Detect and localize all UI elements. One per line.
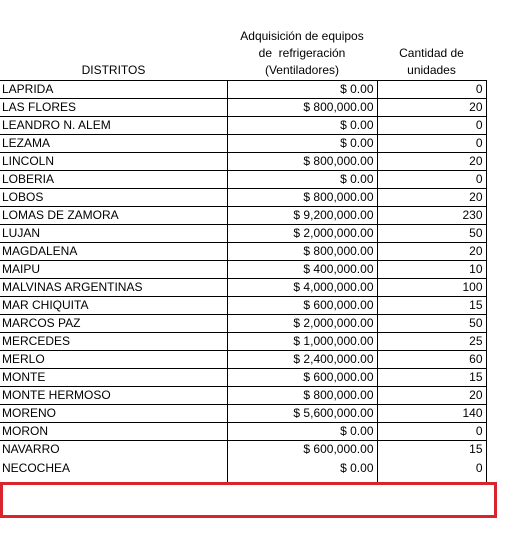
- table-row: [0, 135, 486, 153]
- units-cell[interactable]: 0: [377, 423, 486, 441]
- amount-cell[interactable]: $ 0.00: [227, 135, 377, 153]
- units-cell[interactable]: 10: [377, 261, 486, 279]
- district-cell[interactable]: MALVINAS ARGENTINAS: [0, 279, 227, 297]
- district-cell[interactable]: LOBOS: [0, 189, 227, 207]
- amount-cell[interactable]: $ 800,000.00: [227, 99, 377, 117]
- table-row: [0, 189, 486, 207]
- table-row-partial: [0, 441, 486, 459]
- amount-cell[interactable]: $ 800,000.00: [227, 153, 377, 171]
- district-cell[interactable]: MAIPU: [0, 261, 227, 279]
- table-row: [0, 387, 486, 405]
- header-amount: [227, 0, 377, 81]
- units-cell[interactable]: 100: [377, 279, 486, 297]
- amount-cell[interactable]: $ 0.00: [227, 117, 377, 135]
- district-cell[interactable]: LUJAN: [0, 225, 227, 243]
- header-district: [0, 0, 227, 81]
- amount-cell[interactable]: $ 4,000,000.00: [227, 279, 377, 297]
- highlight-box: [0, 482, 497, 518]
- units-cell[interactable]: 0: [377, 135, 486, 153]
- amount-cell[interactable]: $ 600,000.00: [227, 369, 377, 387]
- district-cell[interactable]: MERCEDES: [0, 333, 227, 351]
- district-cell[interactable]: MAGDALENA: [0, 243, 227, 261]
- units-cell[interactable]: 0: [377, 458, 486, 483]
- units-cell[interactable]: 20: [377, 153, 486, 171]
- header-units-line1: Cantidad de: [399, 46, 464, 60]
- amount-cell[interactable]: $ 800,000.00: [227, 243, 377, 261]
- header-amount-line2: de refrigeración: [258, 46, 346, 60]
- amount-cell[interactable]: $ 0.00: [227, 458, 377, 483]
- district-cell[interactable]: LEANDRO N. ALEM: [0, 117, 227, 135]
- table-row: [0, 279, 486, 297]
- table-row: [0, 369, 486, 387]
- table-row: [0, 261, 486, 279]
- header-units-line2: unidades: [407, 63, 456, 77]
- table-row: [0, 405, 486, 423]
- amount-cell[interactable]: $ 800,000.00: [227, 189, 377, 207]
- amount-cell[interactable]: $ 5,600,000.00: [227, 405, 377, 423]
- units-cell[interactable]: 140: [377, 405, 486, 423]
- district-cell[interactable]: NECOCHEA: [0, 458, 227, 483]
- units-cell[interactable]: 20: [377, 243, 486, 261]
- header-row: [0, 0, 486, 81]
- units-cell[interactable]: 60: [377, 351, 486, 369]
- units-cell[interactable]: 25: [377, 333, 486, 351]
- amount-cell[interactable]: $ 2,400,000.00: [227, 351, 377, 369]
- table-row: [0, 333, 486, 351]
- amount-cell[interactable]: $ 0.00: [227, 81, 377, 99]
- amount-cell[interactable]: $ 800,000.00: [227, 387, 377, 405]
- district-cell[interactable]: LAPRIDA: [0, 81, 227, 99]
- amount-cell[interactable]: $ 2,000,000.00: [227, 315, 377, 333]
- header-units: [377, 0, 486, 81]
- units-cell[interactable]: 15: [377, 369, 486, 387]
- units-cell[interactable]: 15: [377, 441, 486, 459]
- table-row: [0, 99, 486, 117]
- units-cell[interactable]: 0: [377, 117, 486, 135]
- district-cell[interactable]: MORON: [0, 423, 227, 441]
- district-cell[interactable]: LOMAS DE ZAMORA: [0, 207, 227, 225]
- units-cell[interactable]: 15: [377, 297, 486, 315]
- header-amount-line3: (Ventiladores): [264, 63, 340, 77]
- table-row: [0, 117, 486, 135]
- table-row: [0, 297, 486, 315]
- district-cell[interactable]: LEZAMA: [0, 135, 227, 153]
- district-cell[interactable]: MORENO: [0, 405, 227, 423]
- amount-cell[interactable]: $ 2,000,000.00: [227, 225, 377, 243]
- amount-cell[interactable]: $ 400,000.00: [227, 261, 377, 279]
- units-cell[interactable]: 230: [377, 207, 486, 225]
- amount-cell[interactable]: $ 600,000.00: [227, 441, 377, 459]
- amount-cell[interactable]: $ 0.00: [227, 171, 377, 189]
- units-cell[interactable]: 0: [377, 81, 486, 99]
- table-row: [0, 243, 486, 261]
- table-row: [0, 171, 486, 189]
- header-district-label: DISTRITOS: [81, 63, 146, 77]
- district-cell[interactable]: LOBERIA: [0, 171, 227, 189]
- amount-cell[interactable]: $ 600,000.00: [227, 297, 377, 315]
- district-cell[interactable]: MONTE: [0, 369, 227, 387]
- table-row-highlighted: [0, 458, 486, 483]
- amount-cell[interactable]: $ 1,000,000.00: [227, 333, 377, 351]
- amount-cell[interactable]: $ 0.00: [227, 423, 377, 441]
- units-cell[interactable]: 50: [377, 225, 486, 243]
- table-row: [0, 351, 486, 369]
- table-row: [0, 81, 486, 99]
- table-row: [0, 207, 486, 225]
- district-cell[interactable]: MARCOS PAZ: [0, 315, 227, 333]
- units-cell[interactable]: 0: [377, 171, 486, 189]
- header-amount-line1: Adquisición de equipos: [240, 29, 364, 43]
- district-cell[interactable]: NAVARRO: [0, 441, 227, 459]
- table-row: [0, 225, 486, 243]
- table-row: [0, 153, 486, 171]
- table-row: [0, 423, 486, 441]
- units-cell[interactable]: 20: [377, 99, 486, 117]
- district-cell[interactable]: LAS FLORES: [0, 99, 227, 117]
- table-row: [0, 315, 486, 333]
- amount-cell[interactable]: $ 9,200,000.00: [227, 207, 377, 225]
- district-cell[interactable]: MONTE HERMOSO: [0, 387, 227, 405]
- district-cell[interactable]: MAR CHIQUITA: [0, 297, 227, 315]
- district-cell[interactable]: MERLO: [0, 351, 227, 369]
- units-cell[interactable]: 50: [377, 315, 486, 333]
- units-cell[interactable]: 20: [377, 189, 486, 207]
- units-cell[interactable]: 20: [377, 387, 486, 405]
- district-cell[interactable]: LINCOLN: [0, 153, 227, 171]
